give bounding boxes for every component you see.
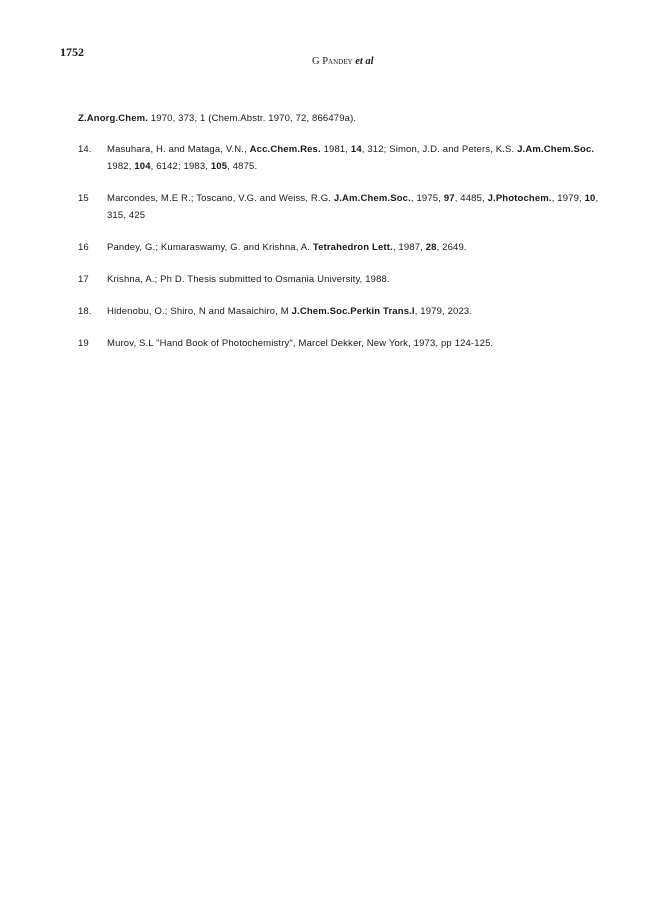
reference-segment: , 4485, xyxy=(454,193,488,204)
journal-name: Tetrahedron Lett. xyxy=(312,242,393,253)
volume-number: 105 xyxy=(210,161,228,172)
reference-text xyxy=(107,141,618,175)
volume-number: 14 xyxy=(350,144,362,155)
reference-number: 15 xyxy=(78,193,89,204)
page-number: 1752 xyxy=(60,45,84,59)
reference-number: 18. xyxy=(78,306,92,317)
reference-15 xyxy=(78,190,618,224)
reference-segment: , 6142; 1983, xyxy=(150,161,211,172)
reference-text xyxy=(107,303,618,320)
reference-16 xyxy=(78,239,618,256)
reference-segment: Murov, S.L "Hand Book of Photochemistry", Marcel Dekker, New York, 1973, pp 124-125. xyxy=(107,338,494,349)
reference-segment: Pandey, G.; Kumaraswamy, G. and Krishna, A. xyxy=(107,242,313,253)
reference-segment: 1981, xyxy=(320,144,351,155)
reference-segment: 1982, xyxy=(107,161,135,172)
reference-number: 19 xyxy=(78,338,89,349)
reference-segment: , 1987, xyxy=(392,242,426,253)
reference-19 xyxy=(78,335,618,352)
running-head-initial: G xyxy=(312,56,320,67)
reference-segment: , 315, 425 xyxy=(107,193,599,221)
reference-segment: , 1979, 2023. xyxy=(414,306,473,317)
volume-number: 104 xyxy=(134,161,151,172)
reference-segment: Masuhara, H. and Mataga, V.N., xyxy=(107,144,250,155)
reference-18 xyxy=(78,303,618,320)
reference-list xyxy=(78,113,618,352)
running-head-et-al: et al xyxy=(355,56,374,67)
reference-text: 1970, 373, 1 (Chem.Abstr. 1970, 72, 866479a). xyxy=(148,113,357,124)
reference-segment: Krishna, A.; Ph D. Thesis submitted to Osmania University, 1988. xyxy=(107,274,390,285)
volume-number: 97 xyxy=(443,193,455,204)
reference-14 xyxy=(78,141,618,175)
reference-text xyxy=(107,239,618,256)
volume-number: 10 xyxy=(584,193,596,204)
reference-number: 17 xyxy=(78,274,89,285)
reference-segment: , 4875. xyxy=(227,161,258,172)
reference-17 xyxy=(78,271,618,288)
journal-name: Acc.Chem.Res. xyxy=(249,144,321,155)
reference-text xyxy=(107,335,618,352)
reference-text xyxy=(107,271,618,288)
reference-number: 14. xyxy=(78,144,92,155)
reference-text xyxy=(107,190,618,224)
reference-segment: , 312; Simon, J.D. and Peters, K.S. xyxy=(361,144,518,155)
reference-segment: Marcondes, M.E R.; Toscano, V.G. and Weiss, R.G. xyxy=(107,193,334,204)
running-head-author: Pandey xyxy=(322,56,353,67)
journal-name: J.Photochem. xyxy=(487,193,552,204)
journal-name: J.Am.Chem.Soc. xyxy=(517,144,595,155)
reference-segment: , 1975, xyxy=(410,193,444,204)
reference-segment: , 2649. xyxy=(436,242,467,253)
journal-name: J.Am.Chem.Soc. xyxy=(333,193,411,204)
reference-segment: Hidenobu, O.; Shiro, N and Masaichiro, M xyxy=(107,306,292,317)
volume-number: 28 xyxy=(425,242,437,253)
reference-continuation xyxy=(78,113,618,129)
reference-number: 16 xyxy=(78,242,89,253)
reference-segment: , 1979, xyxy=(551,193,585,204)
journal-name: Z.Anorg.Chem. xyxy=(78,113,149,124)
running-head xyxy=(312,56,374,67)
journal-name: J.Chem.Soc.Perkin Trans.I xyxy=(291,306,415,317)
